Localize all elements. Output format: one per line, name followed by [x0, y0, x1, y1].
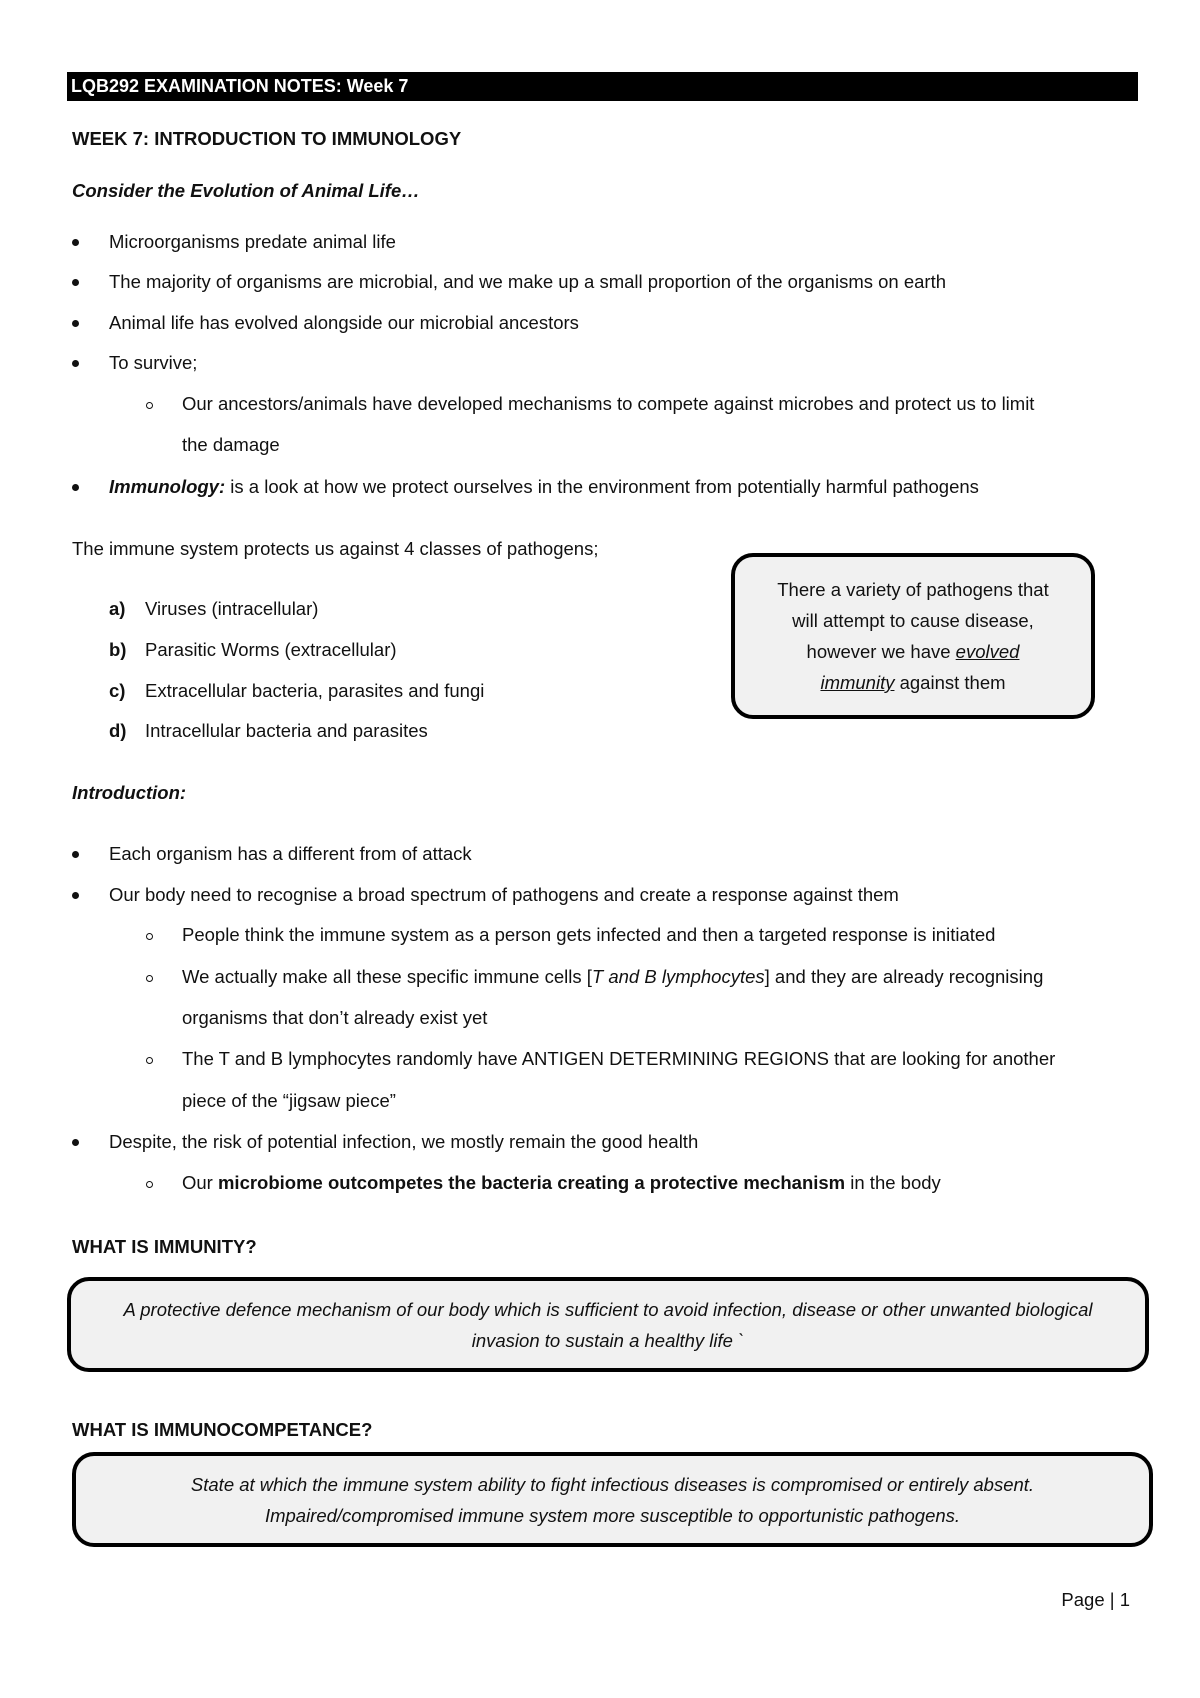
- bullet-icon: [72, 892, 79, 899]
- sub-item-text: We actually make all these specific immune cells [: [182, 966, 592, 987]
- immunocompetance-heading: WHAT IS IMMUNOCOMPETANCE?: [72, 1419, 373, 1440]
- sub-list-item: [182, 966, 1043, 988]
- sub-list-item-continuation: the damage: [182, 434, 280, 455]
- sub-bullet-icon: [146, 975, 153, 982]
- pathogen-item: Viruses (intracellular): [145, 598, 319, 619]
- list-item: Each organism has a different from of attack: [109, 843, 472, 864]
- sub-list-item-continuation: piece of the “jigsaw piece”: [182, 1090, 396, 1111]
- sub-bullet-icon: [146, 1057, 153, 1064]
- sub-item-bold-text: microbiome outcompetes the bacteria creating a protective mechanism: [217, 1172, 846, 1193]
- bullet-icon: [72, 360, 79, 367]
- immunity-definition-box: [67, 1277, 1149, 1372]
- bullet-icon: [72, 1139, 79, 1146]
- immunocompetance-line: State at which the immune system ability to fight infectious diseases is compromised or entirely absent.: [190, 1473, 1035, 1495]
- evolution-subheading: Consider the Evolution of Animal Life…: [72, 180, 420, 201]
- sub-item-text-end: in the body: [845, 1172, 941, 1193]
- pathogen-letter: a): [109, 598, 126, 619]
- page-number: Page | 1: [1061, 1589, 1130, 1610]
- sub-list-item: People think the immune system as a person gets infected and then a targeted response is initiated: [182, 924, 996, 945]
- callout-text: [769, 574, 1057, 698]
- pathogen-letter: c): [109, 680, 126, 701]
- sub-bullet-icon: [146, 933, 153, 940]
- sub-list-item: Our ancestors/animals have developed mechanisms to compete against microbes and protect us to limit: [182, 393, 1035, 414]
- bullet-icon: [72, 484, 79, 491]
- sub-bullet-icon: [146, 402, 153, 409]
- sub-item-text: Our: [182, 1172, 218, 1193]
- callout-text-part2: against them: [894, 672, 1006, 693]
- sub-list-item: The T and B lymphocytes randomly have ANTIGEN DETERMINING REGIONS that are looking for another: [182, 1048, 1056, 1069]
- pathogen-item: Parasitic Worms (extracellular): [145, 639, 397, 660]
- list-item: Microorganisms predate animal life: [109, 231, 396, 252]
- list-item: Despite, the risk of potential infection, we mostly remain the good health: [109, 1131, 699, 1152]
- pathogen-item: Intracellular bacteria and parasites: [145, 720, 428, 741]
- pathogen-letter: d): [109, 720, 127, 741]
- sub-list-item: [182, 1172, 941, 1194]
- list-item: To survive;: [109, 352, 198, 373]
- immunocompetance-definition: [191, 1469, 1034, 1531]
- sub-item-text-end: ] and they are already recognising: [764, 966, 1044, 987]
- immunology-term: Immunology:: [109, 476, 226, 497]
- pathogen-item: Extracellular bacteria, parasites and fungi: [145, 680, 485, 701]
- sub-list-item-continuation: organisms that don’t already exist yet: [182, 1007, 488, 1028]
- week-heading: WEEK 7: INTRODUCTION TO IMMUNOLOGY: [72, 128, 462, 149]
- immunity-heading: WHAT IS IMMUNITY?: [72, 1236, 257, 1257]
- list-item: Animal life has evolved alongside our microbial ancestors: [109, 312, 579, 333]
- list-item: Our body need to recognise a broad spectrum of pathogens and create a response against them: [109, 884, 899, 905]
- sub-item-italic-text: T and B lymphocytes: [591, 966, 765, 987]
- list-item-immunology: [109, 476, 979, 498]
- introduction-subheading: Introduction:: [72, 782, 187, 803]
- pathogens-intro: The immune system protects us against 4 classes of pathogens;: [72, 538, 599, 559]
- pathogen-letter: b): [109, 639, 127, 660]
- immunocompetance-line: Impaired/compromised immune system more susceptible to opportunistic pathogens.: [264, 1504, 961, 1526]
- callout-underlined-text: evolved immunity: [820, 641, 1020, 693]
- immunocompetance-definition-box: [72, 1452, 1153, 1547]
- callout-text-part1: There a variety of pathogens that will attempt to cause disease, however we have: [777, 579, 1049, 662]
- document-title: LQB292 EXAMINATION NOTES: Week 7: [71, 76, 409, 96]
- sub-bullet-icon: [146, 1181, 153, 1188]
- immunology-definition: is a look at how we protect ourselves in the environment from potentially harmful pathogens: [225, 476, 979, 497]
- bullet-icon: [72, 851, 79, 858]
- pathogens-callout-box: [731, 553, 1095, 719]
- list-item: The majority of organisms are microbial, and we make up a small proportion of the organisms on earth: [109, 271, 946, 292]
- bullet-icon: [72, 239, 79, 246]
- bullet-icon: [72, 320, 79, 327]
- immunity-definition: A protective defence mechanism of our body which is sufficient to avoid infection, disease or other unwanted biological invasion to sustain a healthy life `: [123, 1298, 1093, 1351]
- header-bar: [67, 72, 1138, 101]
- bullet-icon: [72, 279, 79, 286]
